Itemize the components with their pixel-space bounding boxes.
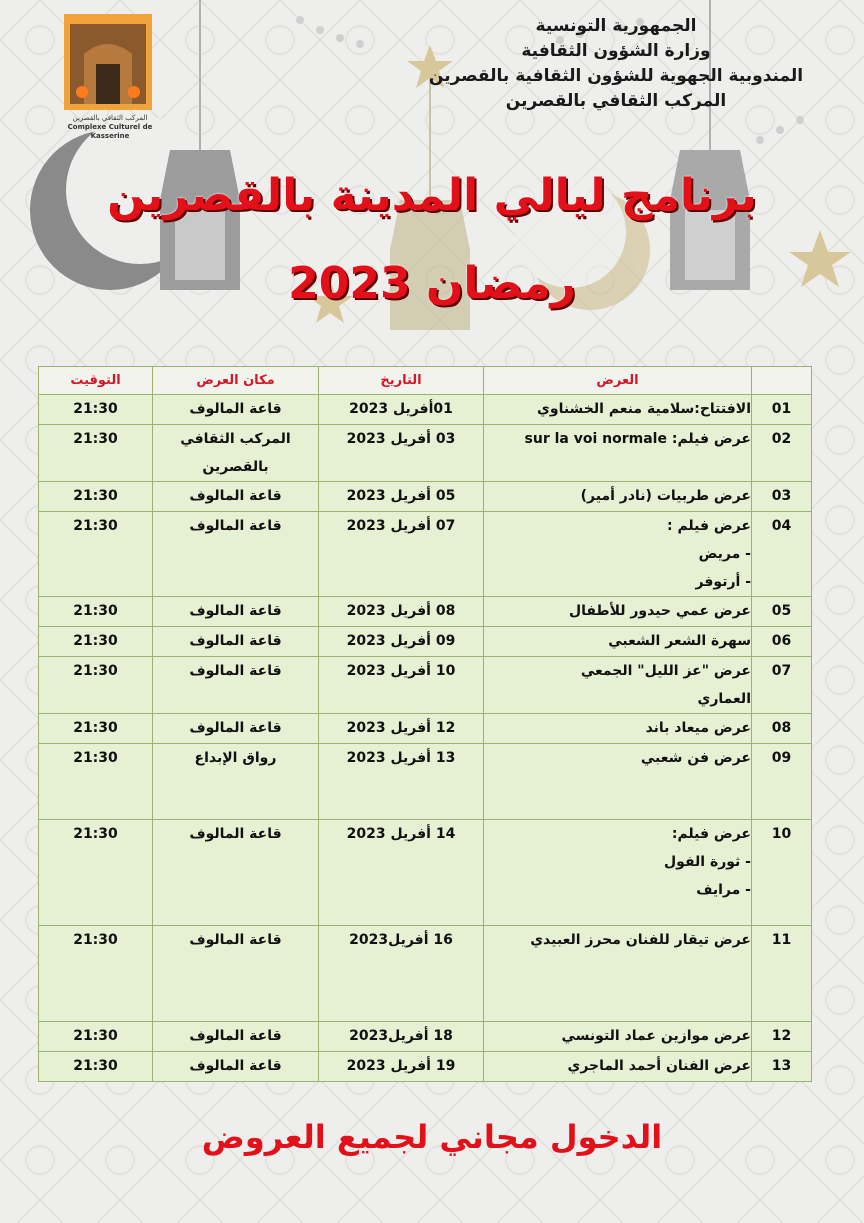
row-number: 11 [752,926,812,1022]
show-time: 21:30 [39,512,153,597]
row-number: 08 [752,714,812,744]
show-title [484,395,752,425]
table-row [39,744,812,820]
show-venue: قاعة المالوف [153,657,319,714]
org-line: المندوبية الجهوية للشؤون الثقافية بالقصرين [428,66,804,86]
table-header-row [39,367,812,395]
show-venue: رواق الإبداع [153,744,319,820]
show-time: 21:30 [39,627,153,657]
header-time: التوقيت [39,367,153,395]
row-number: 06 [752,627,812,657]
show-date: 19 أفريل 2023 [319,1052,484,1082]
show-time: 21:30 [39,425,153,482]
table-row [39,1052,812,1082]
row-number: 04 [752,512,812,597]
show-date: 18 أفريل2023 [319,1022,484,1052]
show-date: 05 أفريل 2023 [319,482,484,512]
show-time: 21:30 [39,657,153,714]
show-title [484,627,752,657]
show-line: - مرايف [696,882,751,898]
free-entry-notice: الدخول مجاني لجميع العروض [201,1118,663,1156]
show-line: عرض "عز الليل" الجمعي [580,663,751,679]
logo-caption-ar: المركب الثقافي بالقصرين [72,114,148,122]
show-venue: قاعة المالوف [153,926,319,1022]
row-number: 10 [752,820,812,926]
show-title [484,1052,752,1082]
show-time: 21:30 [39,1052,153,1082]
schedule-table [38,366,812,1082]
show-date: 09 أفريل 2023 [319,627,484,657]
show-line: عرض فن شعبي [640,750,751,766]
show-line: - أرتوفر [695,574,751,590]
show-title [484,425,752,482]
show-title [484,744,752,820]
table-row [39,714,812,744]
show-venue: المركب الثقافي بالقصرين [153,425,319,482]
show-venue: قاعة المالوف [153,597,319,627]
show-date: 07 أفريل 2023 [319,512,484,597]
show-title [484,512,752,597]
row-number: 02 [752,425,812,482]
show-title [484,597,752,627]
row-number: 12 [752,1022,812,1052]
row-number: 09 [752,744,812,820]
header-date: التاريخ [319,367,484,395]
show-date: 03 أفريل 2023 [319,425,484,482]
header-place: مكان العرض [153,367,319,395]
org-line: وزارة الشؤون الثقافية [521,41,711,61]
show-line: - مريض [698,546,751,562]
header-num [752,367,812,395]
show-line: عرض ميعاد باند [645,720,751,736]
organization-header [376,14,856,114]
show-line: - ثورة الفول [664,854,751,870]
row-number: 05 [752,597,812,627]
show-venue: قاعة المالوف [153,395,319,425]
show-date: 13 أفريل 2023 [319,744,484,820]
show-line: الافتتاح:سلامية منعم الخشناوي [537,401,751,417]
show-time: 21:30 [39,926,153,1022]
show-time: 21:30 [39,1022,153,1052]
show-line: عرض تيقار للفنان محرز العبيدي [530,932,751,948]
show-title [484,820,752,926]
show-line: عرض فيلم: [671,826,751,842]
table-row [39,926,812,1022]
show-venue: قاعة المالوف [153,482,319,512]
show-line: عرض فيلم: sur la voi normale [524,431,751,447]
table-row [39,512,812,597]
org-line: الجمهورية التونسية [535,16,697,36]
show-time: 21:30 [39,482,153,512]
show-date: 14 أفريل 2023 [319,820,484,926]
table-row [39,820,812,926]
show-time: 21:30 [39,744,153,820]
show-time: 21:30 [39,597,153,627]
show-venue: قاعة المالوف [153,627,319,657]
show-line: سهرة الشعر الشعبي [608,633,751,649]
table-row [39,425,812,482]
show-venue: قاعة المالوف [153,512,319,597]
show-title [484,657,752,714]
program-subtitle: رمضان 2023 [288,258,576,309]
show-date: 16 أفريل2023 [319,926,484,1022]
show-title [484,482,752,512]
table-row [39,1022,812,1052]
show-line: عرض الفنان أحمد الماجري [567,1058,751,1074]
show-line: عرض موازين عماد التونسي [561,1028,751,1044]
table-row [39,657,812,714]
logo-caption-fr: Complexe Culturel de Kasserine [67,123,153,140]
row-number: 01 [752,395,812,425]
show-venue: قاعة المالوف [153,714,319,744]
show-venue: قاعة المالوف [153,1052,319,1082]
show-venue: قاعة المالوف [153,1022,319,1052]
show-time: 21:30 [39,820,153,926]
show-line: عرض فيلم : [666,518,751,534]
show-title [484,1022,752,1052]
table-row [39,482,812,512]
show-title [484,926,752,1022]
show-date: 01أفريل 2023 [319,395,484,425]
header-show: العرض [484,367,752,395]
show-date: 12 أفريل 2023 [319,714,484,744]
show-date: 08 أفريل 2023 [319,597,484,627]
row-number: 13 [752,1052,812,1082]
show-line: عرض طربيات (نادر أمير) [580,488,751,504]
show-title [484,714,752,744]
row-number: 07 [752,657,812,714]
logo-caption [50,114,170,141]
show-line: العماري [697,691,751,707]
show-line: عرض عمي حيدور للأطفال [568,603,751,619]
show-date: 10 أفريل 2023 [319,657,484,714]
show-time: 21:30 [39,714,153,744]
table-row [39,597,812,627]
org-line: المركب الثقافي بالقصرين [505,91,727,111]
table-row [39,395,812,425]
row-number: 03 [752,482,812,512]
table-row [39,627,812,657]
show-time: 21:30 [39,395,153,425]
program-title: برنامج ليالي المدينة بالقصرين [107,170,757,221]
show-venue: قاعة المالوف [153,820,319,926]
